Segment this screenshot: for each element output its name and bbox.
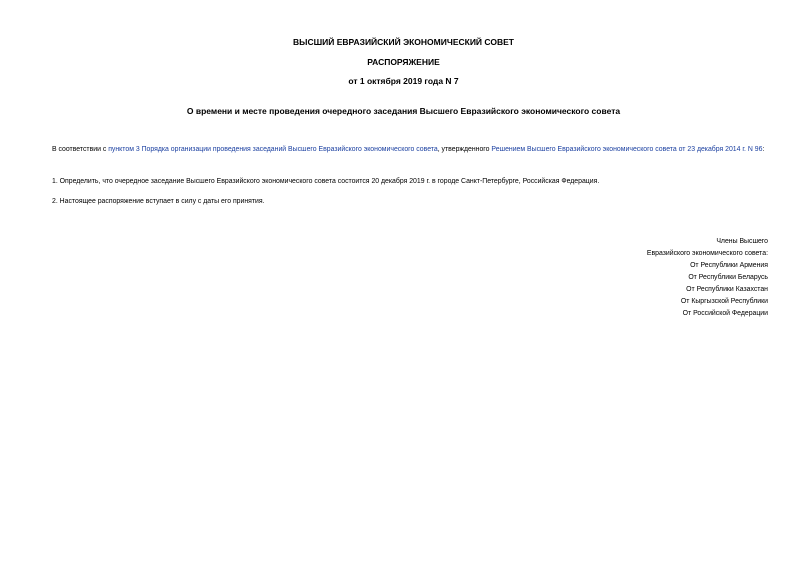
paragraph-basis-middle: , утвержденного xyxy=(437,146,492,153)
link-procedure-clause-3[interactable]: пунктом 3 Порядка организации проведения заседаний Высшего Евразийского экономического совета xyxy=(108,146,438,153)
paragraph-item-2: 2. Настоящее распоряжение вступает в силу с даты его принятия. xyxy=(52,198,265,205)
signature-belarus: От Республики Беларусь xyxy=(688,274,768,281)
signature-russia: От Российской Федерации xyxy=(682,310,768,317)
paragraph-basis xyxy=(39,145,769,156)
paragraph-item-1: 1. Определить, что очередное заседание Высшего Евразийского экономического совета состоится 20 декабря 2019 г. в городе Санкт-Петербурге, Российская Федерация. xyxy=(52,178,600,185)
document-date-number: от 1 октября 2019 года N 7 xyxy=(348,76,459,86)
paragraph-basis-prefix: В соответствии с xyxy=(52,146,109,153)
signature-armenia: От Республики Армения xyxy=(690,262,768,269)
document-type: РАСПОРЯЖЕНИЕ xyxy=(367,57,440,67)
signature-kyrgyzstan: От Кыргызской Республики xyxy=(680,298,768,305)
paragraph-basis-suffix: : xyxy=(762,146,765,153)
signature-heading-line2: Евразийского экономического совета: xyxy=(646,250,768,257)
link-decision-96[interactable]: Решением Высшего Евразийского экономического совета от 23 декабря 2014 г. N 96 xyxy=(491,146,763,153)
signature-heading-line1: Члены Высшего xyxy=(716,238,768,245)
issuing-body: ВЫСШИЙ ЕВРАЗИЙСКИЙ ЭКОНОМИЧЕСКИЙ СОВЕТ xyxy=(293,37,514,47)
document-title: О времени и месте проведения очередного заседания Высшего Евразийского экономического совета xyxy=(186,106,621,116)
signature-kazakhstan: От Республики Казахстан xyxy=(686,286,768,293)
